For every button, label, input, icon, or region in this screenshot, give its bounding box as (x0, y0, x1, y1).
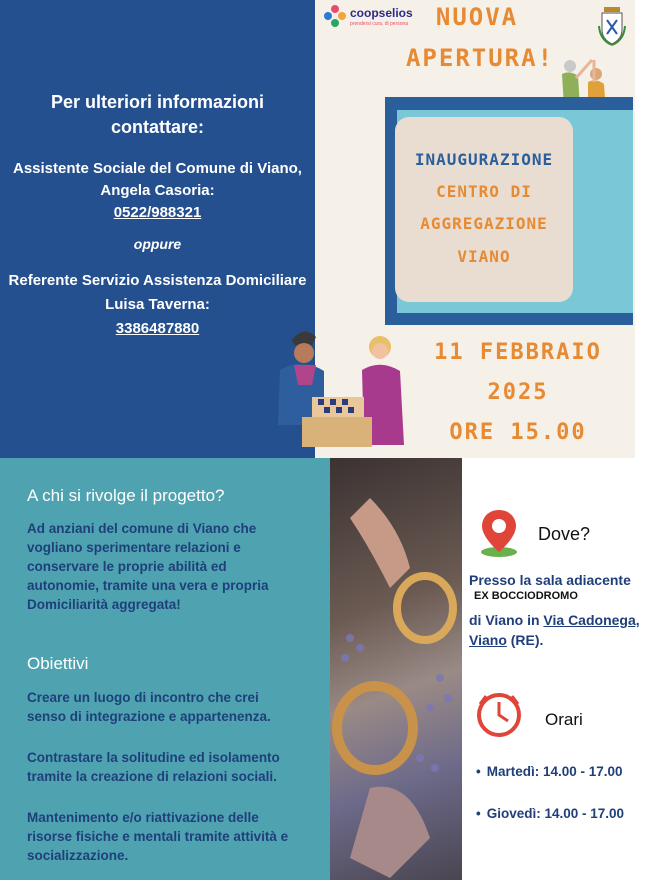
where-line3-prefix: di Viano in (469, 612, 544, 628)
where-line4-suffix: (RE). (506, 632, 544, 648)
bullet-icon: • (476, 806, 481, 821)
card-line3: AGGREGAZIONE (420, 214, 548, 233)
oppure-text: oppure (133, 236, 182, 252)
brand-name: coopselios (350, 6, 413, 20)
hours-heading: Orari (545, 710, 583, 729)
objective-3 (27, 808, 327, 865)
bullet-icon: • (476, 764, 481, 779)
town-link[interactable]: Viano (469, 632, 507, 648)
event-time: ORE 15.00 (449, 420, 587, 445)
contact-title-line2: contattare: (110, 117, 204, 137)
project-text-line: Domiciliarità aggregata! (27, 597, 181, 612)
event-year: 2025 (487, 380, 549, 405)
card-line1: INAUGURAZIONE (414, 150, 554, 169)
clock-icon (476, 692, 522, 738)
objective-text-line: socializzazione. (27, 848, 129, 863)
referent-line2: Luisa Taverna: (105, 296, 210, 313)
hours-item (476, 764, 623, 779)
municipal-crest-icon (597, 6, 627, 46)
hours-item-text: Giovedì: 14.00 - 17.00 (486, 806, 625, 821)
project-text-line: Ad anziani del comune di Viano che (27, 521, 257, 536)
card-line4: VIANO (457, 247, 511, 266)
objective-1 (27, 688, 327, 726)
objective-text-line: Mantenimento e/o riattivazione delle (27, 810, 259, 825)
social-worker-line1: Assistente Sociale del Comune di Viano, (13, 160, 302, 177)
brand-tagline: prendersi cura, di persona (350, 21, 409, 27)
objective-text-line: senso di integrazione e appartenenza. (27, 709, 271, 724)
where-line1: Presso la sala adiacente (469, 572, 631, 588)
social-worker-line2: Angela Casoria: (100, 182, 215, 199)
address-link[interactable]: Via Cadonega, (543, 612, 640, 628)
objectives-heading: Obiettivi (27, 654, 89, 673)
hours-item-text: Martedì: 14.00 - 17.00 (486, 764, 623, 779)
event-date: 11 FEBBRAIO (434, 340, 602, 365)
coopselios-mark-icon (323, 4, 347, 28)
objective-text-line: Creare un luogo di incontro che crei (27, 690, 259, 705)
where-line3 (469, 612, 640, 628)
objective-2 (27, 748, 327, 786)
card-line2: CENTRO DI (436, 182, 532, 201)
project-text-line: vogliano sperimentare relazioni e (27, 540, 241, 555)
referent-phone[interactable]: 3386487880 (115, 320, 200, 337)
project-text-line: conservare le proprie abilità ed (27, 559, 227, 574)
project-heading: A chi si rivolge il progetto? (27, 486, 225, 505)
social-worker-phone[interactable]: 0522/988321 (113, 204, 202, 221)
coopselios-logo (323, 4, 413, 30)
hands-tambourine-photo (330, 458, 462, 880)
objective-text-line: Contrastare la solitudine ed isolamento (27, 750, 280, 765)
objective-text-line: tramite la creazione di relazioni sociali. (27, 769, 277, 784)
where-line2: EX BOCCIODROMO (474, 590, 578, 602)
headline-line1: NUOVA (435, 3, 519, 31)
hours-item (476, 806, 624, 821)
contact-panel (0, 0, 315, 458)
inauguration-card (395, 117, 573, 302)
objective-text-line: risorse fisiche e mentali tramite attività e (27, 829, 289, 844)
referent-line1: Referente Servizio Assistenza Domiciliare (8, 272, 307, 289)
project-text-line: autonomie, tramite una vera e propria (27, 578, 269, 593)
project-description (27, 519, 327, 614)
location-pin-icon (476, 508, 522, 558)
headline-line2: APERTURA! (405, 44, 555, 72)
contact-title-line1: Per ulteriori informazioni (50, 92, 265, 112)
where-heading: Dove? (538, 524, 591, 544)
seniors-checkers-illustration (272, 325, 417, 458)
project-panel (0, 458, 330, 880)
where-line4 (469, 632, 543, 648)
